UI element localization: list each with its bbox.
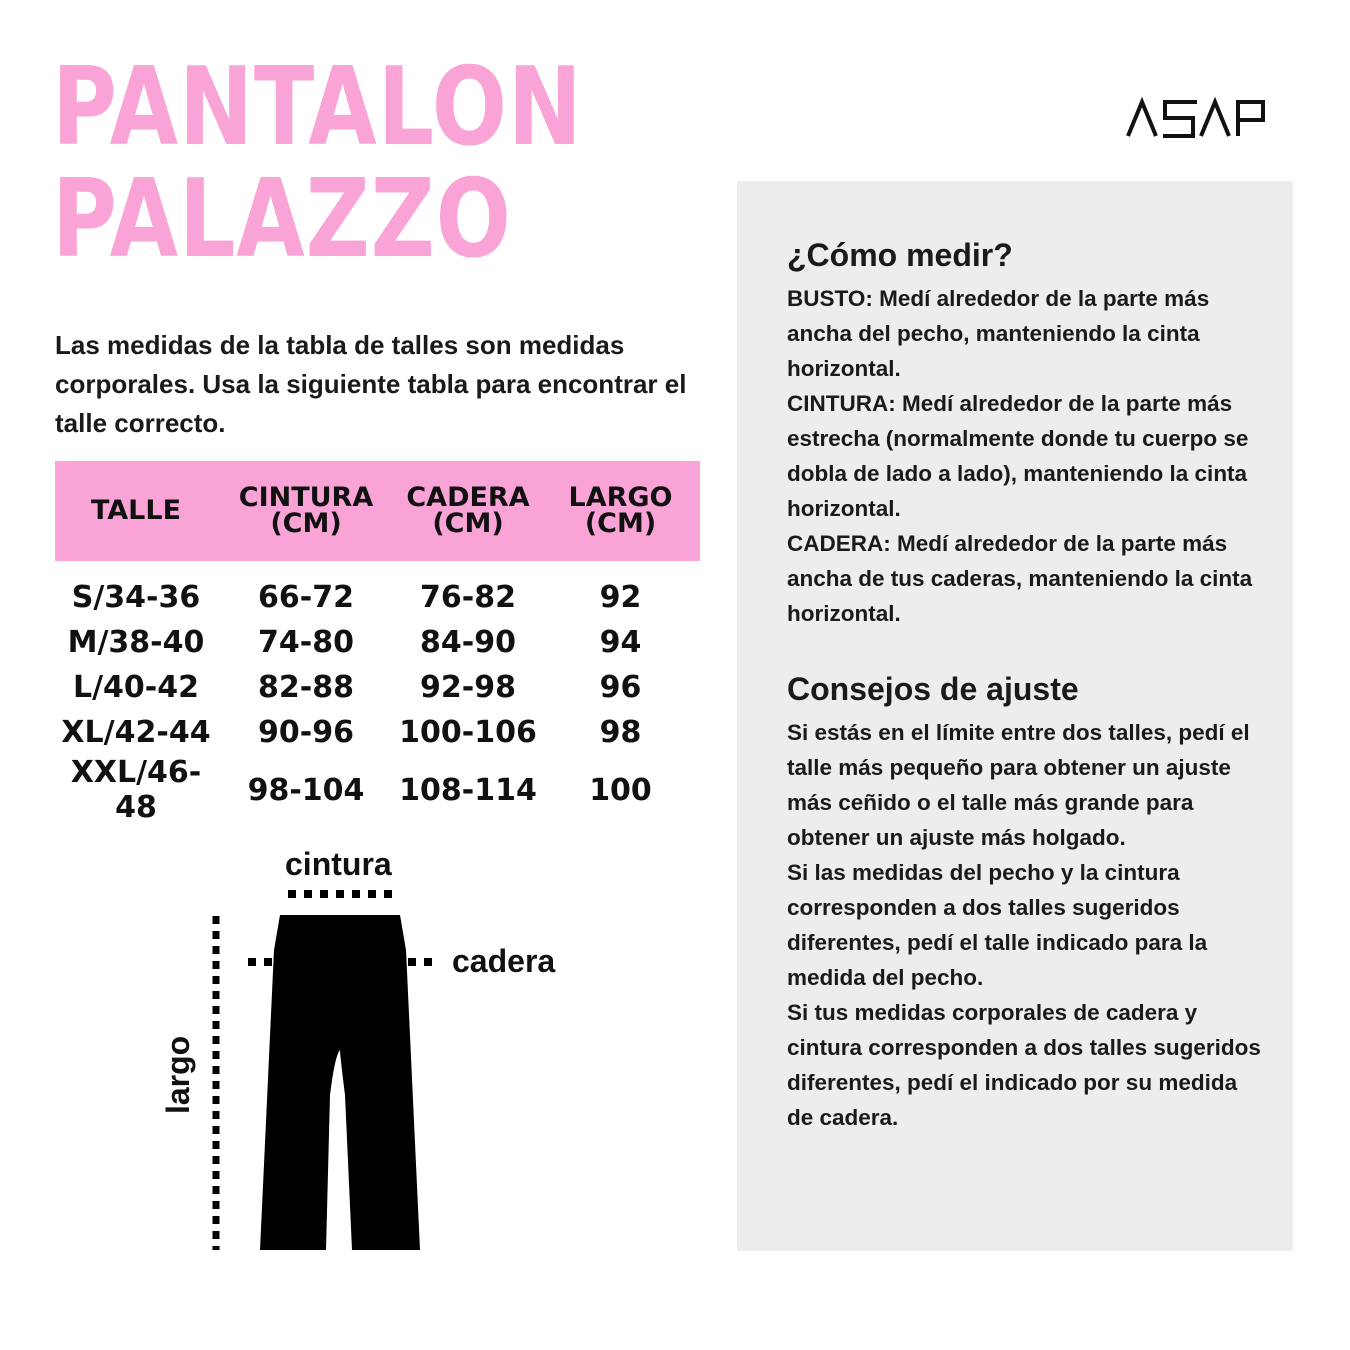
cell-largo: 98 — [599, 715, 642, 750]
title-line-1: PANTALON — [52, 45, 583, 170]
cell-talle: XXL/46-48 — [70, 755, 202, 825]
fit-tip-1: Si estás en el límite entre dos talles, pedí el talle más pequeño para obtener un ajuste más ceñido o el talle más grande para obtener un ajuste más holgado. — [787, 720, 1250, 850]
cell-cintura: 74-80 — [258, 625, 354, 660]
cell-cintura: 98-104 — [247, 772, 365, 808]
page-title — [52, 45, 583, 282]
table-row — [55, 561, 700, 620]
table-row — [55, 620, 700, 665]
cell-cadera: 84-90 — [420, 625, 516, 660]
pants-diagram — [150, 840, 590, 1260]
cell-cadera: 108-114 — [399, 772, 537, 808]
header-cadera: CADERA (CM) — [395, 461, 541, 561]
cell-talle: S/34-36 — [71, 580, 201, 615]
cell-cadera: 100-106 — [399, 715, 537, 750]
cell-talle: M/38-40 — [67, 625, 205, 660]
info-panel — [737, 181, 1293, 1251]
intro-text: Las medidas de la tabla de talles son medidas corporales. Usa la siguiente tabla para encontrar el talle correcto. — [55, 330, 687, 438]
cell-talle: L/40-42 — [72, 670, 200, 705]
size-table — [55, 461, 700, 825]
cell-cintura: 66-72 — [258, 580, 354, 615]
cell-largo: 92 — [599, 580, 642, 615]
cell-largo: 96 — [599, 670, 642, 705]
header-largo: LARGO (CM) — [541, 461, 700, 561]
measure-busto: BUSTO: Medí alrededor de la parte más ancha del pecho, manteniendo la cinta horizontal. — [787, 286, 1210, 381]
cell-cadera: 76-82 — [420, 580, 516, 615]
title-line-2: PALAZZO — [52, 157, 512, 282]
brand-logo — [1125, 96, 1267, 140]
table-header-row — [55, 461, 700, 561]
table-row — [55, 755, 700, 825]
label-largo: largo — [160, 1035, 196, 1114]
measure-cadera: CADERA: Medí alrededor de la parte más ancha de tus caderas, manteniendo la cinta horizontal. — [787, 531, 1253, 626]
fit-tips-heading: Consejos de ajuste — [787, 671, 1079, 707]
header-talle: TALLE — [55, 461, 217, 561]
cell-talle: XL/42-44 — [61, 715, 211, 750]
header-cintura: CINTURA (CM) — [217, 461, 395, 561]
cell-cintura: 82-88 — [258, 670, 354, 705]
measure-cintura: CINTURA: Medí alrededor de la parte más estrecha (normalmente donde tu cuerpo se dobla de lado a lado), manteniendo la cinta horizontal. — [787, 391, 1249, 521]
cell-largo: 94 — [599, 625, 642, 660]
cell-largo: 100 — [589, 772, 652, 808]
fit-tip-3: Si tus medidas corporales de cadera y cintura corresponden a dos talles sugeridos diferentes, pedí el indicado por su medida de cadera. — [787, 1000, 1261, 1130]
table-row — [55, 710, 700, 755]
table-row — [55, 665, 700, 710]
fit-tip-2: Si las medidas del pecho y la cintura corresponden a dos talles sugeridos diferentes, pedí el talle indicado para la medida del pecho. — [787, 860, 1208, 990]
label-cintura: cintura — [285, 846, 392, 882]
cell-cadera: 92-98 — [420, 670, 516, 705]
label-cadera: cadera — [452, 943, 556, 979]
cell-cintura: 90-96 — [258, 715, 354, 750]
how-to-measure-heading: ¿Cómo medir? — [787, 237, 1013, 273]
